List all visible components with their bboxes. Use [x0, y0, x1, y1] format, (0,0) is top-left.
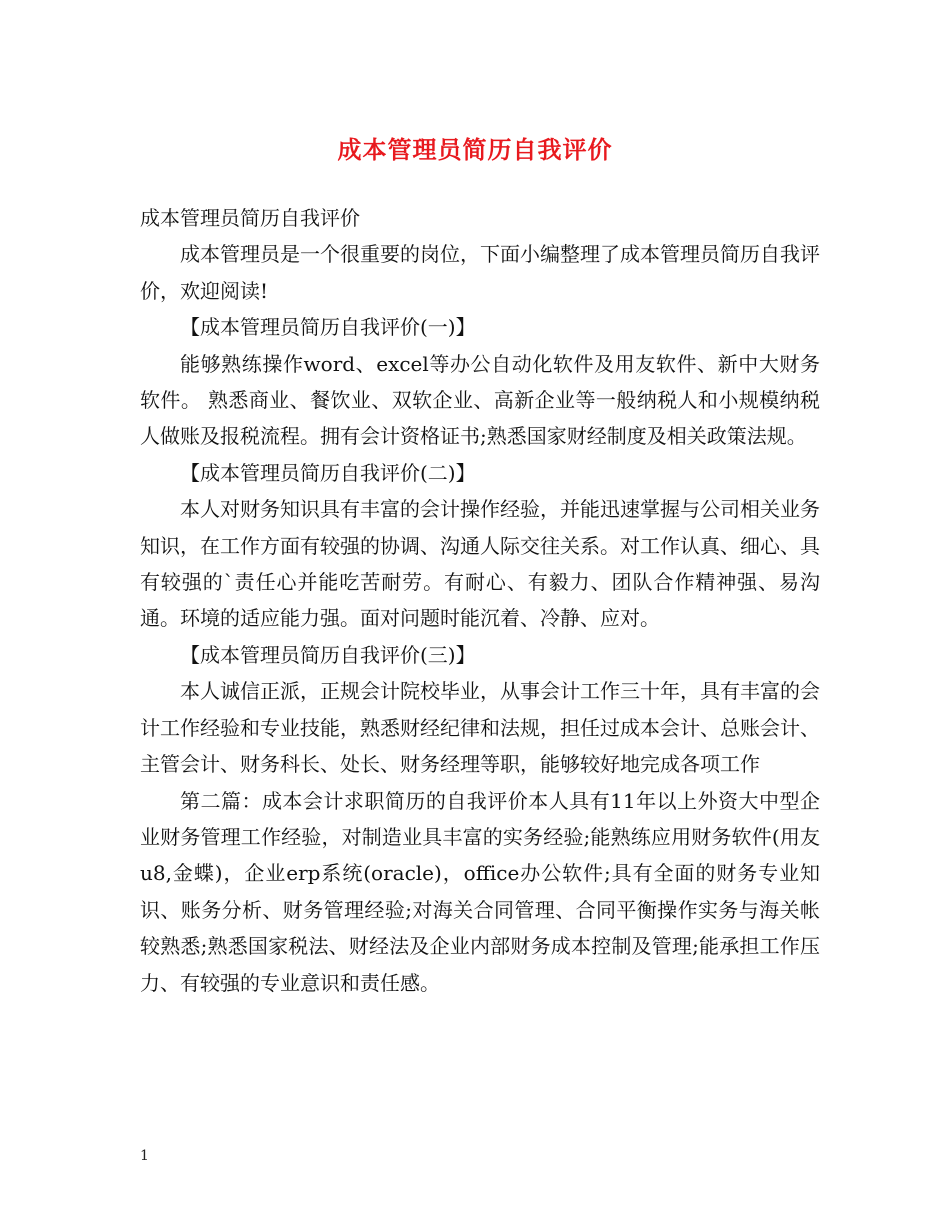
subtitle-paragraph: 成本管理员简历自我评价 — [140, 206, 360, 230]
document-body — [140, 200, 820, 1001]
document-title: 成本管理员简历自我评价 — [337, 135, 613, 164]
section-heading-2: 【成本管理员简历自我评价(二)】 — [180, 460, 476, 485]
section-paragraph-1: 能够熟练操作word、excel等办公自动化软件及用友软件、新中大财务软件。 熟悉商业、餐饮业、双软企业、高新企业等一般纳税人和小规模纳税人做账及报税流程。拥有会计资格证书;熟悉国家财经制度及相关政策法规。 — [140, 351, 820, 449]
part-two-paragraph: 第二篇：成本会计求职简历的自我评价本人具有11年以上外资大中型企业财务管理工作经验，对制造业具丰富的实务经验;能熟练应用财务软件(用友u8,金蝶)，企业erp系统(oracle)，office办公软件;具有全面的财务专业知识、账务分析、财务管理经验;对海关合同管理、合同平衡操作实务与海关帐较熟悉;熟悉国家税法、财经法及企业内部财务成本控制及管理;能承担工作压力、有较强的专业意识和责任感。 — [140, 788, 820, 995]
intro-paragraph: 成本管理员是一个很重要的岗位，下面小编整理了成本管理员简历自我评价，欢迎阅读! — [140, 242, 820, 303]
section-heading-1: 【成本管理员简历自我评价(一)】 — [180, 315, 476, 340]
section-heading-3: 【成本管理员简历自我评价(三)】 — [180, 642, 476, 667]
page-number: 1 — [140, 1148, 149, 1164]
section-paragraph-2: 本人对财务知识具有丰富的会计操作经验，并能迅速掌握与公司相关业务知识，在工作方面有较强的协调、沟通人际交往关系。对工作认真、细心、具有较强的`责任心并能吃苦耐劳。有耐心、有毅力、团队合作精神强、易沟通。环境的适应能力强。面对问题时能沉着、冷静、应对。 — [140, 497, 820, 631]
section-paragraph-3: 本人诚信正派，正规会计院校毕业，从事会计工作三十年，具有丰富的会计工作经验和专业技能，熟悉财经纪律和法规，担任过成本会计、总账会计、主管会计、财务科长、处长、财务经理等职，能够较好地完成各项工作 — [140, 679, 820, 777]
